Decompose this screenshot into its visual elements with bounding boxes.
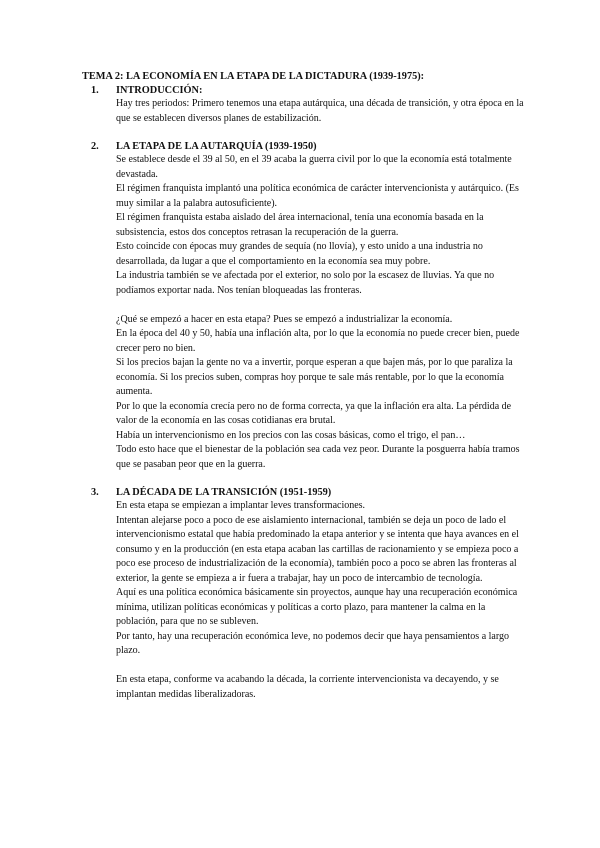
sections-container: [82, 84, 528, 702]
paragraph: Hay tres periodos: Primero tenemos una etapa autárquica, una década de transición, y otra época en la que se establecen diversos planes de estabilización.: [116, 98, 524, 124]
paragraph: La industria también se ve afectada por el exterior, no solo por la escasez de lluvias. Ya que no podíamos exportar nada. Nos tenían bloqueadas las fronteras.: [116, 270, 495, 296]
paragraph: En la época del 40 y 50, había una inflación alta, por lo que la economía no puede crecer bien, puede crecer pero no bien.: [116, 328, 520, 354]
section-heading-text: INTRODUCCIÓN:: [116, 85, 203, 96]
section-body: [82, 97, 528, 126]
section: [82, 486, 528, 702]
paragraph: En esta etapa se empiezan a implantar leves transformaciones.: [116, 500, 366, 511]
section-heading: [82, 84, 528, 97]
section-heading-text: LA ETAPA DE LA AUTARQUÍA (1939-1950): [116, 141, 317, 152]
section-spacer: [82, 126, 528, 140]
section-body: [82, 153, 528, 472]
section-spacer: [82, 472, 528, 486]
section-number: 2.: [91, 141, 99, 152]
section-heading: [82, 140, 528, 153]
paragraph: Esto coincide con épocas muy grandes de sequía (no llovía), y esto unido a una industria no desarrollada, da lugar a que el comportamiento en la economía sea muy pobre.: [116, 241, 483, 267]
section: [82, 84, 528, 126]
paragraph: Por lo que la economía crecía pero no de forma correcta, ya que la inflación era alta. La pérdida de valor de la economía en las cosas cotidianas era brutal.: [116, 400, 512, 426]
section-body: [82, 499, 528, 702]
paragraph-spacer: [116, 659, 528, 674]
paragraph-spacer: [116, 298, 528, 313]
paragraph: El régimen franquista estaba aislado del área internacional, tenía una economía basada en la subsistencia, estos dos conceptos retrasan la recuperación de la guerra.: [116, 212, 484, 238]
section-number: 1.: [91, 85, 99, 96]
paragraph: Intentan alejarse poco a poco de ese aislamiento internacional, también se deja un poco de lado el intervencionismo estatal que había predominado la etapa anterior y se intenta que haya avances en el consumo y en la producción (en esta etapa acaban las cartillas de racionamiento y se empieza poco a poco ese proceso de industrialización de la economía), también poco a poco se abren las fronteras al exterior, la gente se empieza a ir fuera a trabajar, hay un poco de intercambio de tecnología.: [116, 514, 519, 584]
section-heading: [82, 486, 528, 499]
document-title: TEMA 2: LA ECONOMÍA EN LA ETAPA DE LA DICTADURA (1939-1975):: [82, 71, 425, 82]
paragraph: El régimen franquista implantó una política económica de carácter intervencionista y autárquico. (Es muy similar a la palabra autosuficiente).: [116, 183, 519, 209]
paragraph: Aquí es una política económica básicamente sin proyectos, aunque hay una recuperación económica mínima, utilizan políticas económicas y políticas a corto plazo, para mantener la calma en la población, para que no se subleven.: [116, 587, 518, 627]
section: [82, 140, 528, 472]
paragraph: Si los precios bajan la gente no va a invertir, porque esperan a que bajen más, por lo que paraliza la economía. Si los precios suben, compras hoy porque te sale más rentable, por lo que la economía aumenta.: [116, 357, 513, 397]
paragraph: Por tanto, hay una recuperación económica leve, no podemos decir que haya pensamientos a largo plazo.: [116, 630, 510, 656]
paragraph: Se establece desde el 39 al 50, en el 39 acaba la guerra civil por lo que la economía está totalmente devastada.: [116, 154, 512, 180]
paragraph: Todo esto hace que el bienestar de la población sea cada vez peor. Durante la posguerra había tramos que se pasaban peor que en la guerra.: [116, 444, 520, 470]
paragraph: ¿Qué se empezó a hacer en esta etapa? Pues se empezó a industrializar la economía.: [116, 313, 453, 325]
paragraph: En esta etapa, conforme va acabando la década, la corriente intervencionista va decayendo, y se implantan medidas liberalizadoras.: [116, 674, 499, 700]
section-heading-text: LA DÉCADA DE LA TRANSICIÓN (1951-1959): [116, 487, 332, 498]
paragraph: Había un intervencionismo en los precios con las cosas básicas, como el trigo, el pan…: [116, 429, 466, 441]
section-number: 3.: [91, 487, 99, 498]
